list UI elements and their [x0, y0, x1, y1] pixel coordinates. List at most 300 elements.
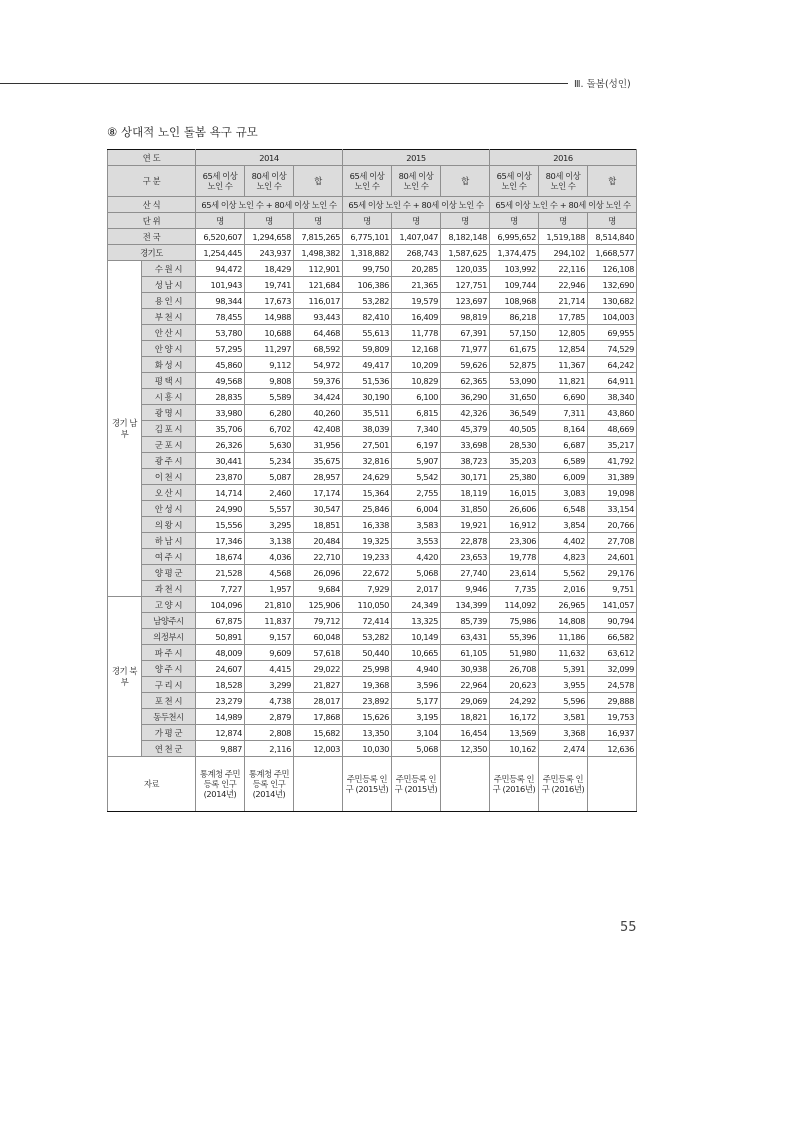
value-cell: 42,326	[441, 405, 490, 421]
value-cell: 11,778	[392, 325, 441, 341]
value-cell: 104,003	[588, 309, 637, 325]
source-cell	[441, 757, 490, 812]
value-cell: 21,810	[245, 597, 294, 613]
value-cell: 6,589	[539, 453, 588, 469]
value-cell: 5,589	[245, 389, 294, 405]
value-cell: 6,775,101	[343, 229, 392, 245]
value-cell: 59,809	[343, 341, 392, 357]
value-cell: 108,968	[490, 293, 539, 309]
value-cell: 1,587,625	[441, 245, 490, 261]
value-cell: 16,454	[441, 725, 490, 741]
value-cell: 20,484	[294, 533, 343, 549]
row-name: 경기도	[108, 245, 196, 261]
elderly-care-table	[107, 149, 637, 812]
value-cell: 19,579	[392, 293, 441, 309]
value-cell: 30,190	[343, 389, 392, 405]
city-name: 연 천 군	[142, 741, 196, 757]
value-cell: 5,087	[245, 469, 294, 485]
value-cell: 20,285	[392, 261, 441, 277]
value-cell: 4,568	[245, 565, 294, 581]
value-cell: 16,912	[490, 517, 539, 533]
value-cell: 34,424	[294, 389, 343, 405]
value-cell: 103,992	[490, 261, 539, 277]
value-cell: 19,741	[245, 277, 294, 293]
value-cell: 18,821	[441, 709, 490, 725]
value-cell: 35,217	[588, 437, 637, 453]
table-row	[108, 661, 637, 677]
value-cell: 3,104	[392, 725, 441, 741]
value-cell: 13,350	[343, 725, 392, 741]
value-cell: 6,548	[539, 501, 588, 517]
value-cell: 22,710	[294, 549, 343, 565]
value-cell: 23,653	[441, 549, 490, 565]
table-row	[108, 517, 637, 533]
value-cell: 27,740	[441, 565, 490, 581]
value-cell: 9,112	[245, 357, 294, 373]
city-name: 김 포 시	[142, 421, 196, 437]
column-header: 80세 이상 노인 수	[245, 166, 294, 197]
value-cell: 26,326	[196, 437, 245, 453]
value-cell: 16,937	[588, 725, 637, 741]
value-cell: 24,629	[343, 469, 392, 485]
value-cell: 3,083	[539, 485, 588, 501]
value-cell: 4,738	[245, 693, 294, 709]
value-cell: 10,665	[392, 645, 441, 661]
chapter-header: Ⅲ. 돌봄(성인)	[574, 79, 631, 90]
value-cell: 5,542	[392, 469, 441, 485]
formula-cell: 65세 이상 노인 수 + 80세 이상 노인 수	[343, 197, 490, 213]
city-name: 포 천 시	[142, 693, 196, 709]
value-cell: 6,690	[539, 389, 588, 405]
value-cell: 243,937	[245, 245, 294, 261]
value-cell: 5,234	[245, 453, 294, 469]
value-cell: 50,891	[196, 629, 245, 645]
value-cell: 21,365	[392, 277, 441, 293]
value-cell: 23,279	[196, 693, 245, 709]
value-cell: 14,989	[196, 709, 245, 725]
value-cell: 10,162	[490, 741, 539, 757]
value-cell: 1,318,882	[343, 245, 392, 261]
table-row	[108, 613, 637, 629]
summary-row	[108, 245, 637, 261]
value-cell: 6,009	[539, 469, 588, 485]
value-cell: 2,755	[392, 485, 441, 501]
value-cell: 3,854	[539, 517, 588, 533]
value-cell: 2,017	[392, 581, 441, 597]
value-cell: 3,295	[245, 517, 294, 533]
value-cell: 51,980	[490, 645, 539, 661]
value-cell: 5,596	[539, 693, 588, 709]
value-cell: 55,613	[343, 325, 392, 341]
city-name: 평 택 시	[142, 373, 196, 389]
value-cell: 11,632	[539, 645, 588, 661]
source-cell: 통계청 주민등록 인구 (2014년)	[196, 757, 245, 812]
source-cell: 통계청 주민등록 인구 (2014년)	[245, 757, 294, 812]
table-row	[108, 629, 637, 645]
value-cell: 1,294,658	[245, 229, 294, 245]
value-cell: 18,429	[245, 261, 294, 277]
value-cell: 126,108	[588, 261, 637, 277]
source-cell: 주민등록 인구 (2016년)	[539, 757, 588, 812]
value-cell: 12,805	[539, 325, 588, 341]
table-row	[108, 677, 637, 693]
category-row	[108, 166, 637, 197]
value-cell: 63,612	[588, 645, 637, 661]
value-cell: 14,714	[196, 485, 245, 501]
city-name: 시 흥 시	[142, 389, 196, 405]
value-cell: 66,582	[588, 629, 637, 645]
value-cell: 112,901	[294, 261, 343, 277]
value-cell: 35,706	[196, 421, 245, 437]
value-cell: 67,875	[196, 613, 245, 629]
value-cell: 52,875	[490, 357, 539, 373]
value-cell: 72,414	[343, 613, 392, 629]
value-cell: 19,921	[441, 517, 490, 533]
source-cell	[294, 757, 343, 812]
value-cell: 20,623	[490, 677, 539, 693]
value-cell: 127,751	[441, 277, 490, 293]
city-name: 오 산 시	[142, 485, 196, 501]
value-cell: 9,157	[245, 629, 294, 645]
region-label: 경기 남부	[108, 261, 142, 597]
value-cell: 35,675	[294, 453, 343, 469]
value-cell: 31,956	[294, 437, 343, 453]
value-cell: 53,282	[343, 629, 392, 645]
value-cell: 19,753	[588, 709, 637, 725]
value-cell: 30,171	[441, 469, 490, 485]
value-cell: 30,441	[196, 453, 245, 469]
value-cell: 49,568	[196, 373, 245, 389]
value-cell: 45,379	[441, 421, 490, 437]
table-row	[108, 597, 637, 613]
table-row	[108, 325, 637, 341]
value-cell: 4,823	[539, 549, 588, 565]
table-row	[108, 709, 637, 725]
value-cell: 10,688	[245, 325, 294, 341]
value-cell: 16,409	[392, 309, 441, 325]
value-cell: 21,528	[196, 565, 245, 581]
value-cell: 12,168	[392, 341, 441, 357]
value-cell: 17,785	[539, 309, 588, 325]
value-cell: 63,431	[441, 629, 490, 645]
value-cell: 1,374,475	[490, 245, 539, 261]
unit-cell: 명	[294, 213, 343, 229]
value-cell: 98,819	[441, 309, 490, 325]
source-cell	[588, 757, 637, 812]
table-row	[108, 389, 637, 405]
unit-label: 단 위	[108, 213, 196, 229]
value-cell: 5,907	[392, 453, 441, 469]
city-name: 하 남 시	[142, 533, 196, 549]
value-cell: 25,380	[490, 469, 539, 485]
value-cell: 25,998	[343, 661, 392, 677]
value-cell: 78,455	[196, 309, 245, 325]
column-header: 합	[294, 166, 343, 197]
city-name: 군 포 시	[142, 437, 196, 453]
value-cell: 38,039	[343, 421, 392, 437]
value-cell: 7,311	[539, 405, 588, 421]
value-cell: 19,368	[343, 677, 392, 693]
value-cell: 21,827	[294, 677, 343, 693]
table-row	[108, 469, 637, 485]
value-cell: 22,672	[343, 565, 392, 581]
value-cell: 27,501	[343, 437, 392, 453]
unit-cell: 명	[441, 213, 490, 229]
value-cell: 2,460	[245, 485, 294, 501]
value-cell: 59,626	[441, 357, 490, 373]
value-cell: 294,102	[539, 245, 588, 261]
value-cell: 2,016	[539, 581, 588, 597]
value-cell: 42,408	[294, 421, 343, 437]
value-cell: 7,735	[490, 581, 539, 597]
value-cell: 53,090	[490, 373, 539, 389]
value-cell: 3,596	[392, 677, 441, 693]
column-header: 합	[441, 166, 490, 197]
value-cell: 14,808	[539, 613, 588, 629]
value-cell: 64,242	[588, 357, 637, 373]
value-cell: 31,389	[588, 469, 637, 485]
city-name: 안 성 시	[142, 501, 196, 517]
value-cell: 5,630	[245, 437, 294, 453]
value-cell: 17,673	[245, 293, 294, 309]
value-cell: 79,712	[294, 613, 343, 629]
year-header: 2016	[490, 150, 637, 166]
value-cell: 57,295	[196, 341, 245, 357]
value-cell: 94,472	[196, 261, 245, 277]
value-cell: 62,365	[441, 373, 490, 389]
value-cell: 50,440	[343, 645, 392, 661]
value-cell: 45,860	[196, 357, 245, 373]
formula-cell: 65세 이상 노인 수 + 80세 이상 노인 수	[490, 197, 637, 213]
value-cell: 19,325	[343, 533, 392, 549]
value-cell: 53,780	[196, 325, 245, 341]
value-cell: 22,878	[441, 533, 490, 549]
value-cell: 22,946	[539, 277, 588, 293]
value-cell: 17,868	[294, 709, 343, 725]
value-cell: 7,340	[392, 421, 441, 437]
value-cell: 74,529	[588, 341, 637, 357]
value-cell: 24,601	[588, 549, 637, 565]
value-cell: 32,099	[588, 661, 637, 677]
unit-cell: 명	[490, 213, 539, 229]
table-row	[108, 437, 637, 453]
value-cell: 15,556	[196, 517, 245, 533]
value-cell: 10,149	[392, 629, 441, 645]
table-row	[108, 725, 637, 741]
value-cell: 10,030	[343, 741, 392, 757]
value-cell: 16,172	[490, 709, 539, 725]
value-cell: 24,578	[588, 677, 637, 693]
city-name: 양 평 군	[142, 565, 196, 581]
value-cell: 15,682	[294, 725, 343, 741]
summary-row	[108, 229, 637, 245]
value-cell: 23,614	[490, 565, 539, 581]
table-row	[108, 565, 637, 581]
value-cell: 27,708	[588, 533, 637, 549]
value-cell: 17,346	[196, 533, 245, 549]
value-cell: 61,675	[490, 341, 539, 357]
value-cell: 29,022	[294, 661, 343, 677]
value-cell: 13,325	[392, 613, 441, 629]
value-cell: 26,606	[490, 501, 539, 517]
value-cell: 12,003	[294, 741, 343, 757]
column-header: 합	[588, 166, 637, 197]
value-cell: 6,004	[392, 501, 441, 517]
category-label: 구 분	[108, 166, 196, 197]
unit-cell: 명	[343, 213, 392, 229]
value-cell: 85,739	[441, 613, 490, 629]
value-cell: 4,402	[539, 533, 588, 549]
value-cell: 35,203	[490, 453, 539, 469]
value-cell: 6,687	[539, 437, 588, 453]
value-cell: 29,888	[588, 693, 637, 709]
region-label: 경기 북부	[108, 597, 142, 757]
value-cell: 3,581	[539, 709, 588, 725]
value-cell: 3,583	[392, 517, 441, 533]
value-cell: 5,177	[392, 693, 441, 709]
value-cell: 120,035	[441, 261, 490, 277]
table-row	[108, 533, 637, 549]
value-cell: 60,048	[294, 629, 343, 645]
page-number: 55	[620, 920, 637, 935]
value-cell: 14,988	[245, 309, 294, 325]
value-cell: 2,116	[245, 741, 294, 757]
city-name: 남양주시	[142, 613, 196, 629]
value-cell: 43,860	[588, 405, 637, 421]
value-cell: 12,350	[441, 741, 490, 757]
value-cell: 18,674	[196, 549, 245, 565]
source-label: 자료	[108, 757, 196, 812]
value-cell: 6,815	[392, 405, 441, 421]
value-cell: 8,514,840	[588, 229, 637, 245]
value-cell: 9,946	[441, 581, 490, 597]
city-name: 구 리 시	[142, 677, 196, 693]
value-cell: 130,682	[588, 293, 637, 309]
value-cell: 1,498,382	[294, 245, 343, 261]
unit-cell: 명	[588, 213, 637, 229]
table-row	[108, 277, 637, 293]
value-cell: 13,569	[490, 725, 539, 741]
value-cell: 82,410	[343, 309, 392, 325]
unit-cell: 명	[196, 213, 245, 229]
value-cell: 57,150	[490, 325, 539, 341]
value-cell: 28,835	[196, 389, 245, 405]
unit-cell: 명	[245, 213, 294, 229]
formula-label: 산 식	[108, 197, 196, 213]
value-cell: 3,138	[245, 533, 294, 549]
value-cell: 98,344	[196, 293, 245, 309]
value-cell: 33,698	[441, 437, 490, 453]
value-cell: 3,955	[539, 677, 588, 693]
value-cell: 6,520,607	[196, 229, 245, 245]
value-cell: 1,407,047	[392, 229, 441, 245]
value-cell: 11,821	[539, 373, 588, 389]
value-cell: 71,977	[441, 341, 490, 357]
value-cell: 40,260	[294, 405, 343, 421]
value-cell: 18,119	[441, 485, 490, 501]
value-cell: 125,906	[294, 597, 343, 613]
city-name: 안 양 시	[142, 341, 196, 357]
value-cell: 68,592	[294, 341, 343, 357]
value-cell: 8,182,148	[441, 229, 490, 245]
table-row	[108, 453, 637, 469]
table-row	[108, 645, 637, 661]
value-cell: 11,837	[245, 613, 294, 629]
city-name: 이 천 시	[142, 469, 196, 485]
value-cell: 6,995,652	[490, 229, 539, 245]
value-cell: 26,096	[294, 565, 343, 581]
value-cell: 67,391	[441, 325, 490, 341]
value-cell: 29,069	[441, 693, 490, 709]
value-cell: 48,669	[588, 421, 637, 437]
value-cell: 123,697	[441, 293, 490, 309]
year-row	[108, 150, 637, 166]
value-cell: 15,626	[343, 709, 392, 725]
value-cell: 3,368	[539, 725, 588, 741]
city-name: 안 산 시	[142, 325, 196, 341]
value-cell: 9,609	[245, 645, 294, 661]
value-cell: 121,684	[294, 277, 343, 293]
city-name: 용 인 시	[142, 293, 196, 309]
value-cell: 40,505	[490, 421, 539, 437]
value-cell: 90,794	[588, 613, 637, 629]
value-cell: 33,980	[196, 405, 245, 421]
city-name: 양 주 시	[142, 661, 196, 677]
value-cell: 31,650	[490, 389, 539, 405]
value-cell: 5,562	[539, 565, 588, 581]
value-cell: 141,057	[588, 597, 637, 613]
table-row	[108, 341, 637, 357]
value-cell: 6,702	[245, 421, 294, 437]
value-cell: 16,015	[490, 485, 539, 501]
value-cell: 12,854	[539, 341, 588, 357]
value-cell: 1,668,577	[588, 245, 637, 261]
value-cell: 24,990	[196, 501, 245, 517]
unit-row	[108, 213, 637, 229]
value-cell: 134,399	[441, 597, 490, 613]
unit-cell: 명	[539, 213, 588, 229]
value-cell: 11,186	[539, 629, 588, 645]
value-cell: 23,306	[490, 533, 539, 549]
value-cell: 86,218	[490, 309, 539, 325]
value-cell: 30,547	[294, 501, 343, 517]
value-cell: 28,017	[294, 693, 343, 709]
value-cell: 8,164	[539, 421, 588, 437]
table-row	[108, 373, 637, 389]
value-cell: 26,708	[490, 661, 539, 677]
value-cell: 64,911	[588, 373, 637, 389]
city-name: 성 남 시	[142, 277, 196, 293]
year-header: 2015	[343, 150, 490, 166]
value-cell: 54,972	[294, 357, 343, 373]
formula-row	[108, 197, 637, 213]
year-header: 2014	[196, 150, 343, 166]
table-row	[108, 357, 637, 373]
value-cell: 7,815,265	[294, 229, 343, 245]
value-cell: 16,338	[343, 517, 392, 533]
value-cell: 30,938	[441, 661, 490, 677]
table-row	[108, 293, 637, 309]
value-cell: 104,096	[196, 597, 245, 613]
value-cell: 38,723	[441, 453, 490, 469]
city-name: 의정부시	[142, 629, 196, 645]
city-name: 동두천시	[142, 709, 196, 725]
value-cell: 5,391	[539, 661, 588, 677]
value-cell: 5,068	[392, 565, 441, 581]
value-cell: 57,618	[294, 645, 343, 661]
value-cell: 22,116	[539, 261, 588, 277]
value-cell: 49,417	[343, 357, 392, 373]
